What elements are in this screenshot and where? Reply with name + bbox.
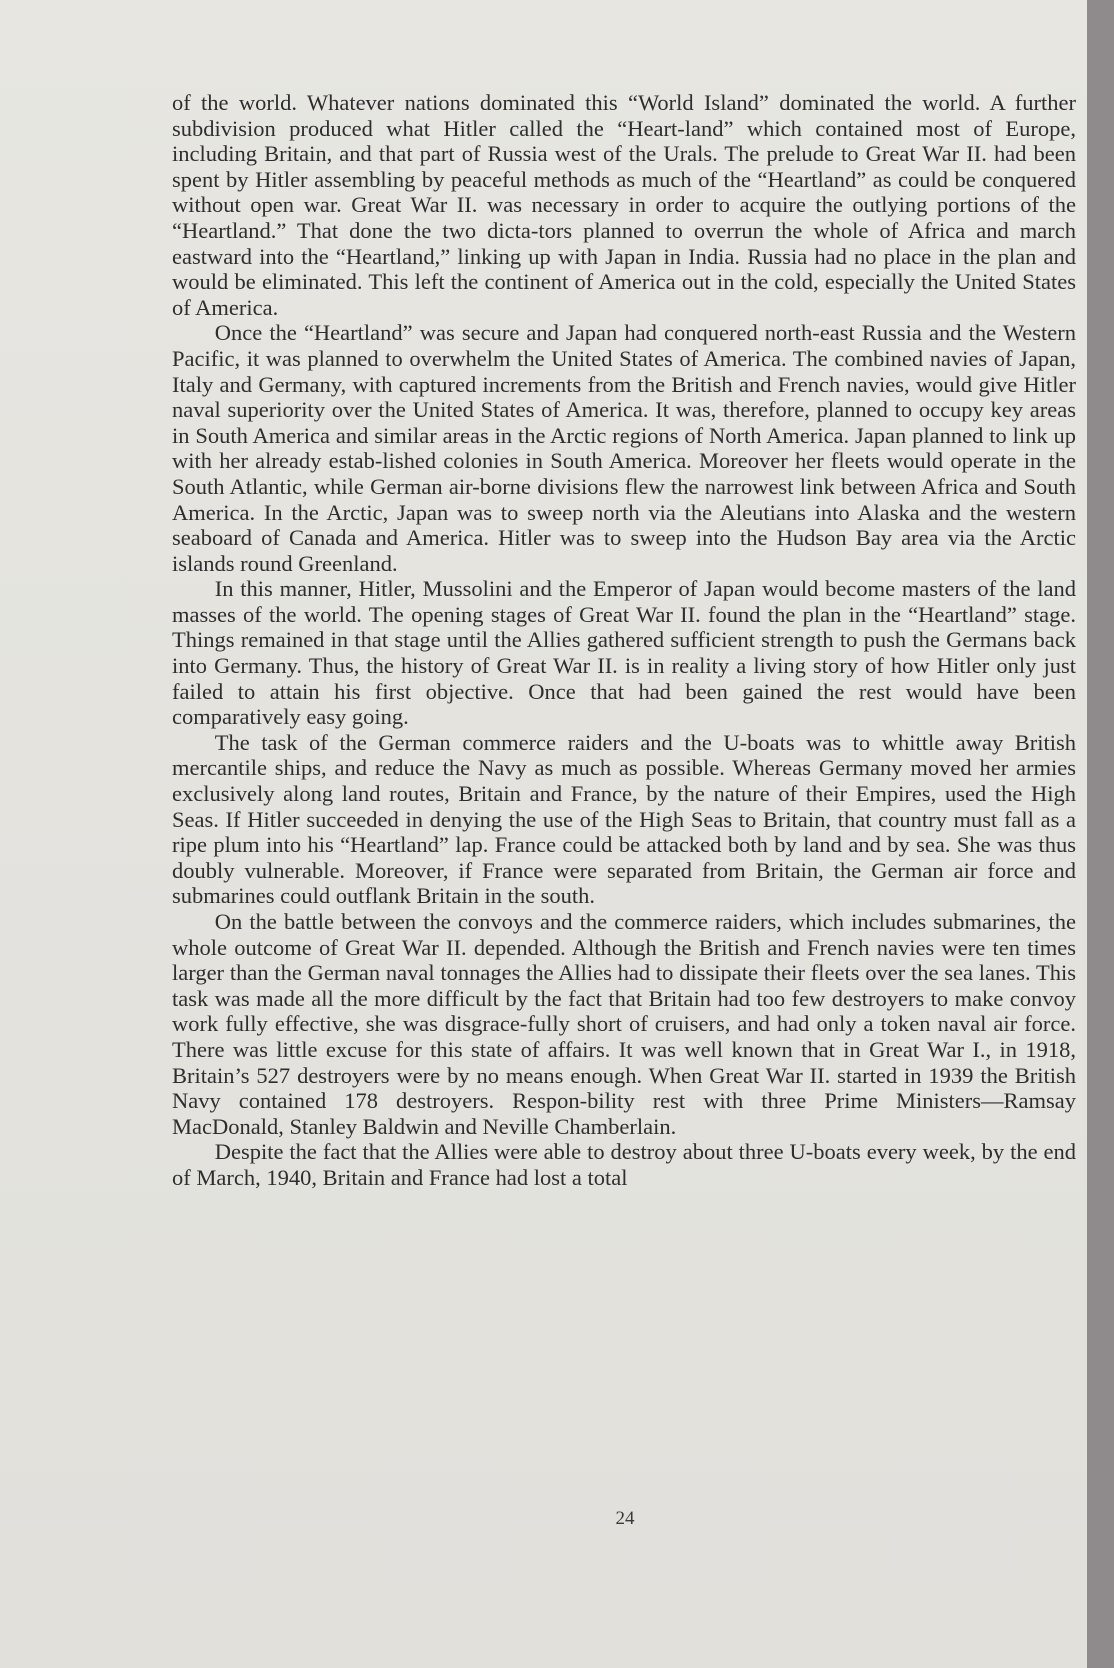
paragraph: In this manner, Hitler, Mussolini and the Emperor of Japan would become masters of the land masses of the world. The opening stages of Great War II. found the plan in the “Heartland” stage. Things remained in that stage until the Allies gathered sufficient strength to push the Germans back into Germany. Thus, the history of Great War II. is in reality a living story of how Hitler only just failed to attain his first objective. Once that had been gained the rest would have been comparatively easy going.	[172, 576, 1076, 730]
paragraph: On the battle between the convoys and the commerce raiders, which includes submarines, the whole outcome of Great War II. depended. Although the British and French navies were ten times larger than the German naval tonnages the Allies had to dissipate their fleets over the sea lanes. This task was made all the more difficult by the fact that Britain had too few destroyers to make convoy work fully effective, she was disgrace-fully short of cruisers, and had only a token naval air force. There was little excuse for this state of affairs. It was well known that in Great War I., in 1918, Britain’s 527 destroyers were by no means enough. When Great War II. started in 1939 the British Navy contained 178 destroyers. Respon-bility rest with three Prime Ministers—Ramsay MacDonald, Stanley Baldwin and Neville Chamberlain.	[172, 909, 1076, 1139]
page-number: 24	[615, 1508, 635, 1529]
paragraph: Once the “Heartland” was secure and Japan had conquered north-east Russia and the Western Pacific, it was planned to overwhelm the United States of America. The combined navies of Japan, Italy and Germany, with captured increments from the British and French navies, would give Hitler naval superiority over the United States of America. It was, therefore, planned to occupy key areas in South America and similar areas in the Arctic regions of North America. Japan planned to link up with her already estab-lished colonies in South America. Moreover her fleets would operate in the South Atlantic, while German air-borne divisions flew the narrowest link between Africa and South America. In the Arctic, Japan was to sweep north via the Aleutians into Alaska and the western seaboard of Canada and America. Hitler was to sweep into the Hudson Bay area via the Arctic islands round Greenland.	[172, 320, 1076, 576]
body-text	[172, 90, 1076, 1191]
paragraph: Despite the fact that the Allies were able to destroy about three U-boats every week, by the end of March, 1940, Britain and France had lost a total	[172, 1139, 1076, 1190]
paragraph: The task of the German commerce raiders and the U-boats was to whittle away British mercantile ships, and reduce the Navy as much as possible. Whereas Germany moved her armies exclusively along land routes, Britain and France, by the nature of their Empires, used the High Seas. If Hitler succeeded in denying the use of the High Seas to Britain, that country must fall as a ripe plum into his “Heartland” lap. France could be attacked both by land and by sea. She was thus doubly vulnerable. Moreover, if France were separated from Britain, the German air force and submarines could outflank Britain in the south.	[172, 729, 1076, 909]
paragraph: of the world. Whatever nations dominated this “World Island” dominated the world. A further subdivision produced what Hitler called the “Heart-land” which contained most of Europe, including Britain, and that part of Russia west of the Urals. The prelude to Great War II. had been spent by Hitler assembling by peaceful methods as much of the “Heartland” as could be conquered without open war. Great War II. was necessary in order to acquire the outlying portions of the “Heartland.” That done the two dicta-tors planned to overrun the whole of Africa and march eastward into the “Heartland,” linking up with Japan in India. Russia had no place in the plan and would be eliminated. This left the continent of America out in the cold, especially the United States of America.	[172, 90, 1076, 320]
